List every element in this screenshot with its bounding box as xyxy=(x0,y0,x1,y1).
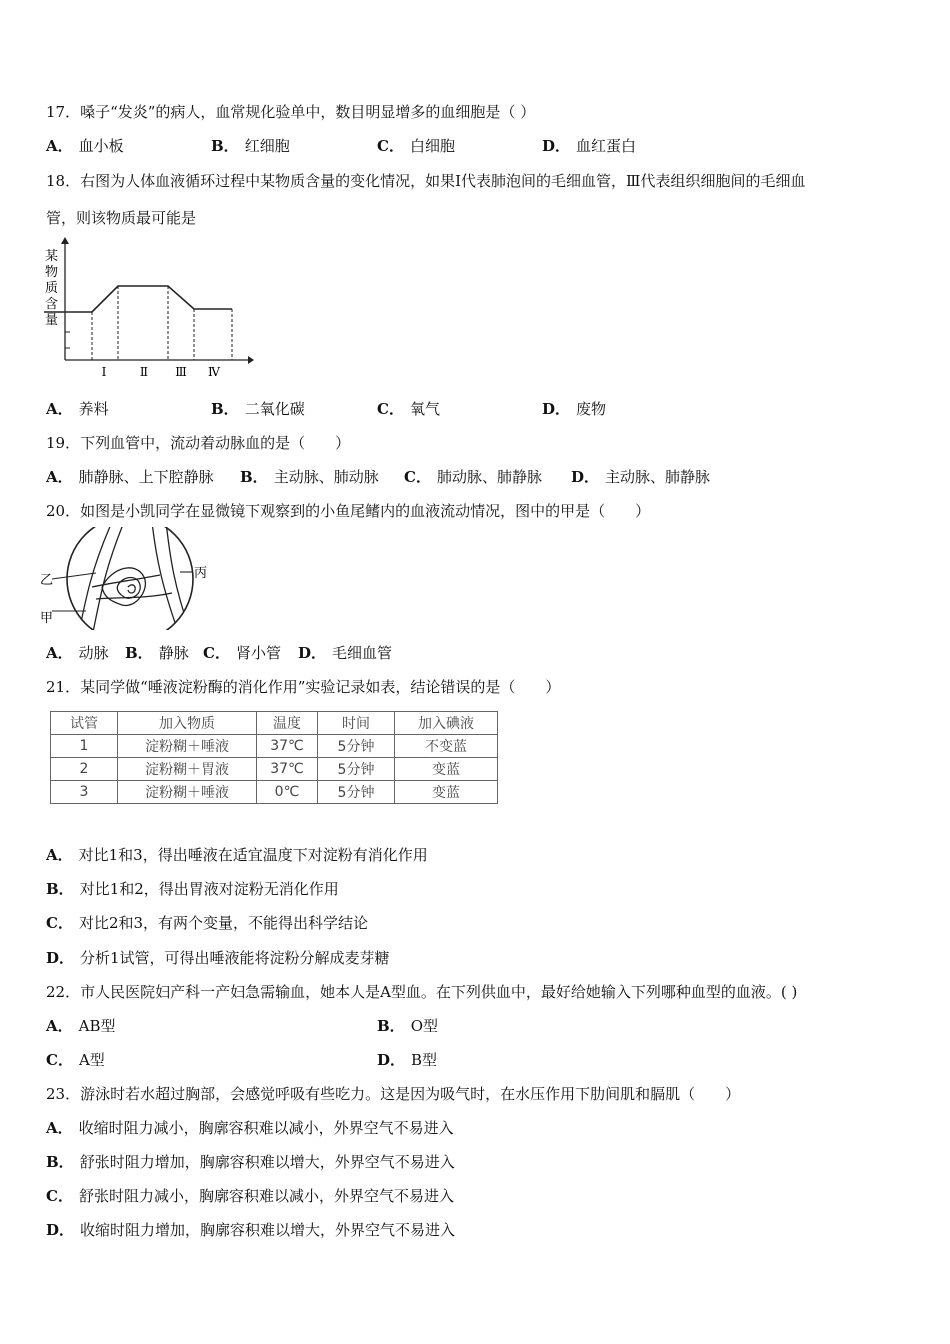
option-text: 养料 xyxy=(78,400,109,418)
table-cell: 淀粉糊＋胃液 xyxy=(118,758,257,781)
xlabel-tick: Ⅱ xyxy=(139,365,149,379)
question-18-stem-line1: 18．右图为人体血液循环过程中某物质含量的变化情况，如果Ⅰ代表肺泡间的毛细血管，Ⅲ代表组织细胞间的毛细血 xyxy=(46,172,806,190)
q22-option-c[interactable] xyxy=(46,1050,105,1070)
table-cell: 淀粉糊＋唾液 xyxy=(118,735,257,758)
table-row xyxy=(51,781,498,804)
table-cell: 37℃ xyxy=(257,735,318,758)
label-jia: 甲 xyxy=(40,611,54,626)
xlabel-tick: Ⅲ xyxy=(175,365,187,379)
option-text: 主动脉、肺动脉 xyxy=(273,468,379,486)
table-cell: 变蓝 xyxy=(395,758,498,781)
option-letter: B． xyxy=(46,880,74,898)
q23-option-d[interactable] xyxy=(46,1220,455,1240)
option-letter: D． xyxy=(298,644,327,662)
q18-option-d[interactable] xyxy=(542,399,606,419)
option-letter: B． xyxy=(125,644,153,662)
table-cell: 3 xyxy=(51,781,118,804)
option-letter: A． xyxy=(46,1017,73,1035)
option-text: O型 xyxy=(410,1017,438,1035)
option-text: 对比2和3，有两个变量，不能得出科学结论 xyxy=(78,914,369,932)
x-axis-arrow xyxy=(248,356,254,364)
option-letter: C． xyxy=(46,1187,73,1205)
option-letter: A． xyxy=(46,644,73,662)
q20-option-c[interactable] xyxy=(203,643,281,663)
option-text: 血红蛋白 xyxy=(576,137,637,155)
option-text: 分析1试管，可得出唾液能将淀粉分解成麦芽糖 xyxy=(80,949,390,967)
vessel-bing xyxy=(166,527,192,630)
xlabel-tick: Ⅰ xyxy=(101,365,107,379)
table-cell: 5分钟 xyxy=(318,735,395,758)
option-letter: B． xyxy=(211,137,239,155)
label-bing: 丙 xyxy=(194,566,208,581)
question-18-stem-line2: 管，则该物质最可能是 xyxy=(46,209,197,227)
option-letter: C． xyxy=(46,1051,73,1069)
q19-option-d[interactable] xyxy=(571,467,710,487)
table-cell: 5分钟 xyxy=(318,781,395,804)
option-letter: A． xyxy=(46,846,73,864)
option-letter: B． xyxy=(377,1017,405,1035)
option-letter: C． xyxy=(377,400,404,418)
option-letter: B． xyxy=(211,400,239,418)
option-text: 主动脉、肺静脉 xyxy=(605,468,711,486)
option-letter: A． xyxy=(46,1119,73,1137)
ylabel-char: 含 xyxy=(45,297,59,312)
q20-option-a[interactable] xyxy=(46,643,109,663)
option-letter: B． xyxy=(46,1153,74,1171)
xlabel-tick: Ⅳ xyxy=(208,365,220,379)
option-text: 收缩时阻力减小，胸廓容积难以减小，外界空气不易进入 xyxy=(78,1119,454,1137)
col-header: 加入碘液 xyxy=(395,712,498,735)
question-19-stem: 19．下列血管中，流动着动脉血的是（ ） xyxy=(46,434,351,452)
table-cell: 1 xyxy=(51,735,118,758)
q19-option-a[interactable] xyxy=(46,467,214,487)
option-text: 静脉 xyxy=(158,644,189,662)
option-letter: D． xyxy=(571,468,600,486)
option-text: 动脉 xyxy=(78,644,109,662)
q17-option-d[interactable] xyxy=(542,136,636,156)
q23-option-c[interactable] xyxy=(46,1186,454,1206)
option-letter: D． xyxy=(542,400,571,418)
option-text: 舒张时阻力增加，胸廓容积难以增大，外界空气不易进入 xyxy=(79,1153,455,1171)
option-letter: C． xyxy=(404,468,431,486)
q22-option-a[interactable] xyxy=(46,1016,116,1036)
table-row xyxy=(51,758,498,781)
label-yi: 乙 xyxy=(40,573,54,588)
option-text: 毛细血管 xyxy=(332,644,393,662)
col-header: 加入物质 xyxy=(118,712,257,735)
option-letter: A． xyxy=(46,137,73,155)
q21-option-b[interactable] xyxy=(46,879,339,899)
question-21-stem: 21．某同学做“唾液淀粉酶的消化作用”实验记录如表，结论错误的是（ ） xyxy=(46,678,561,696)
option-text: 废物 xyxy=(576,400,607,418)
table-cell: 5分钟 xyxy=(318,758,395,781)
option-text: AB型 xyxy=(78,1017,116,1035)
ylabel-char: 质 xyxy=(45,281,59,296)
option-letter: B． xyxy=(240,468,268,486)
option-text: 收缩时阻力增加，胸廓容积难以增大，外界空气不易进入 xyxy=(80,1221,456,1239)
option-letter: D． xyxy=(542,137,571,155)
q18-option-b[interactable] xyxy=(211,399,305,419)
option-text: A型 xyxy=(78,1051,105,1069)
q17-option-c[interactable] xyxy=(377,136,455,156)
table-cell: 淀粉糊＋唾液 xyxy=(118,781,257,804)
table-header-row xyxy=(51,712,498,735)
option-text: 白细胞 xyxy=(409,137,455,155)
question-23-stem: 23．游泳时若水超过胸部，会感觉呼吸有些吃力。这是因为吸气时，在水压作用下肋间肌和膈肌（ ） xyxy=(46,1085,741,1103)
option-letter: D． xyxy=(377,1051,406,1069)
q20-option-d[interactable] xyxy=(298,643,392,663)
option-letter: D． xyxy=(46,949,75,967)
q22-option-b[interactable] xyxy=(377,1016,438,1036)
col-header: 试管 xyxy=(51,712,118,735)
option-text: 舒张时阻力减小，胸廓容积难以减小，外界空气不易进入 xyxy=(78,1187,454,1205)
option-letter: C． xyxy=(46,914,73,932)
y-axis-arrow xyxy=(61,237,69,244)
option-text: 肺动脉、肺静脉 xyxy=(436,468,542,486)
table-cell: 2 xyxy=(51,758,118,781)
ylabel-char: 物 xyxy=(45,265,59,280)
table-cell: 不变蓝 xyxy=(395,735,498,758)
q21-option-c[interactable] xyxy=(46,913,368,933)
option-text: 对比1和2，得出胃液对淀粉无消化作用 xyxy=(79,880,339,898)
q18-option-c[interactable] xyxy=(377,399,440,419)
option-letter: C． xyxy=(203,644,230,662)
option-letter: C． xyxy=(377,137,404,155)
q23-option-b[interactable] xyxy=(46,1152,455,1172)
option-letter: A． xyxy=(46,468,73,486)
option-text: 氧气 xyxy=(409,400,440,418)
q18-option-a[interactable] xyxy=(46,399,109,419)
ylabel-char: 量 xyxy=(45,313,59,328)
option-text: 肾小管 xyxy=(235,644,281,662)
table-row xyxy=(51,735,498,758)
question-17-stem: 17．嗓子“发炎”的病人，血常规化验单中，数目明显增多的血细胞是（ ） xyxy=(46,103,536,121)
table-cell: 变蓝 xyxy=(395,781,498,804)
col-header: 时间 xyxy=(318,712,395,735)
q21-option-a[interactable] xyxy=(46,845,428,865)
option-letter: D． xyxy=(46,1221,75,1239)
pointer-yi xyxy=(52,573,96,579)
question-20-stem: 20．如图是小凯同学在显微镜下观察到的小鱼尾鳍内的血液流动情况，图中的甲是（ ） xyxy=(46,502,651,520)
option-text: 肺静脉、上下腔静脉 xyxy=(78,468,214,486)
q19-option-c[interactable] xyxy=(404,467,542,487)
option-text: 二氧化碳 xyxy=(244,400,305,418)
q21-option-d[interactable] xyxy=(46,948,390,968)
q20-option-b[interactable] xyxy=(125,643,189,663)
q19-option-b[interactable] xyxy=(240,467,379,487)
option-text: 红细胞 xyxy=(244,137,290,155)
q17-option-b[interactable] xyxy=(211,136,290,156)
substance-content-chart xyxy=(40,236,255,381)
option-text: B型 xyxy=(411,1051,438,1069)
q22-option-d[interactable] xyxy=(377,1050,437,1070)
fish-tail-microscope-figure xyxy=(40,527,215,630)
option-text: 对比1和3，得出唾液在适宜温度下对淀粉有消化作用 xyxy=(78,846,428,864)
experiment-table xyxy=(50,711,498,804)
col-header: 温度 xyxy=(257,712,318,735)
table-cell: 37℃ xyxy=(257,758,318,781)
option-text: 血小板 xyxy=(78,137,124,155)
content-curve xyxy=(44,286,232,312)
q17-option-a[interactable] xyxy=(46,136,124,156)
q23-option-a[interactable] xyxy=(46,1118,454,1138)
ylabel-char: 某 xyxy=(45,249,59,264)
question-22-stem: 22．市人民医院妇产科一产妇急需输血，她本人是A型血。在下列供血中，最好给她输入下列哪种血型的血液。( ) xyxy=(46,983,798,1001)
table-cell: 0℃ xyxy=(257,781,318,804)
option-letter: A． xyxy=(46,400,73,418)
